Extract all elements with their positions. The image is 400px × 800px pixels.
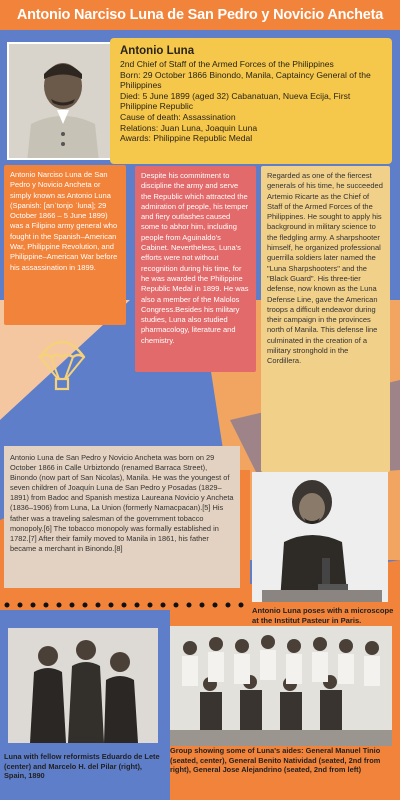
- dotted-divider: [2, 600, 252, 610]
- info-line-born: Born: 29 October 1866 Binondo, Manila, Captaincy General of the Philippines: [120, 69, 371, 91]
- legacy-text-box: Despite his commitment to discipline the army and serve the Republic which attracted the admiration of people, his temper and fiery outlashes caused some to abhor him, including people from Aguinaldo's Cabinet. Nevertheless, Luna's efforts were not without recognition during his time, for he was awarded the Philippine Republic Medal in 1899. He was also a member of the Malolos Congress.Besides his military studies, Luna also studied pharmacology, literature and chemistry.: [135, 166, 256, 372]
- person-name: Antonio Luna: [120, 45, 195, 57]
- aides-photo-caption: Group showing some of Luna's aides: General Manuel Tinio (seated, center), General Benito Natividad (seated, 2nd from right), General Jose Alejandrino (seated, 2nd from left): [170, 746, 381, 775]
- info-line-awards: Awards: Philippine Republic Medal: [120, 133, 253, 144]
- info-line-died: Died: 5 June 1899 (aged 32) Cabanatuan, Nueva Ecija, First Philippine Republic: [120, 90, 351, 112]
- page-title: Antonio Narciso Luna de San Pedro y Novicio Ancheta: [0, 0, 400, 30]
- microscope-photo-caption: Antonio Luna poses with a microscope at the Institut Pasteur in Paris.: [252, 606, 394, 625]
- info-line-relations: Relations: Juan Luna, Joaquin Luna: [120, 122, 258, 133]
- portrait-photo: [7, 42, 115, 160]
- parachute-icon: [36, 333, 88, 393]
- reformists-photo-caption: Luna with fellow reformists Eduardo de Lete (center) and Marcelo H. del Pilar (right), Spain, 1890: [4, 752, 160, 781]
- reformists-photo: [8, 628, 158, 743]
- info-card: [110, 38, 392, 164]
- military-career-text-box: Regarded as one of the fiercest generals of his time, he succeeded Artemio Ricarte as the Chief of Staff of the Armed Forces of the Philippines. He sought to apply his background in military science to the fledgling army. A sharpshooter himself, he organized professional guerrilla soldiers later named the "Luna Sharpshooters" and the "Black Guard". His three-tier defense, now known as the Luna Defense Line, gave the American troops a difficult endeavor during their campaign in the provinces north of Manila. This defense line culminated in the creation of a military stronghold in the Cordillera.: [261, 166, 390, 472]
- aides-group-photo: [170, 626, 392, 746]
- early-life-text-box: Antonio Luna de San Pedro y Novicio Ancheta was born on 29 October 1866 in Calle Urbiztondo (renamed Barraca Street), Binondo (now part of San Nicolas), Manila. He was the youngest of seven children of Joaquín Luna de San Pedro y Posadas (1829–1891) from Badoc and Spanish mestiza Laureana Novicio y Ancheta (1836–1906) from Luna, La Union (formerly Namacpacan).[5] His father was a traveling salesman of the government tobacco monopoly.[6] The tobacco monopoly was formally established in 1782.[7] After their family moved to Manila in 1861, his father became a merchant in Binondo.[8]: [4, 446, 240, 588]
- info-line-title: 2nd Chief of Staff of the Armed Forces of the Philippines: [120, 59, 334, 69]
- microscope-photo: [252, 472, 388, 602]
- info-line-cause-of-death: Cause of death: Assassination: [120, 111, 236, 122]
- intro-text-box: Antonio Narciso Luna de San Pedro y Novicio Ancheta or simply known as Antonio Luna (Spanish: [anˈtonjo ˈluna]; 29 October 1866 – 5 June 1899) was a Filipino army general who fought in the Spanish–American War, Philippine Revolution, and Philippine–American War before his assassination in 1899.: [4, 165, 126, 325]
